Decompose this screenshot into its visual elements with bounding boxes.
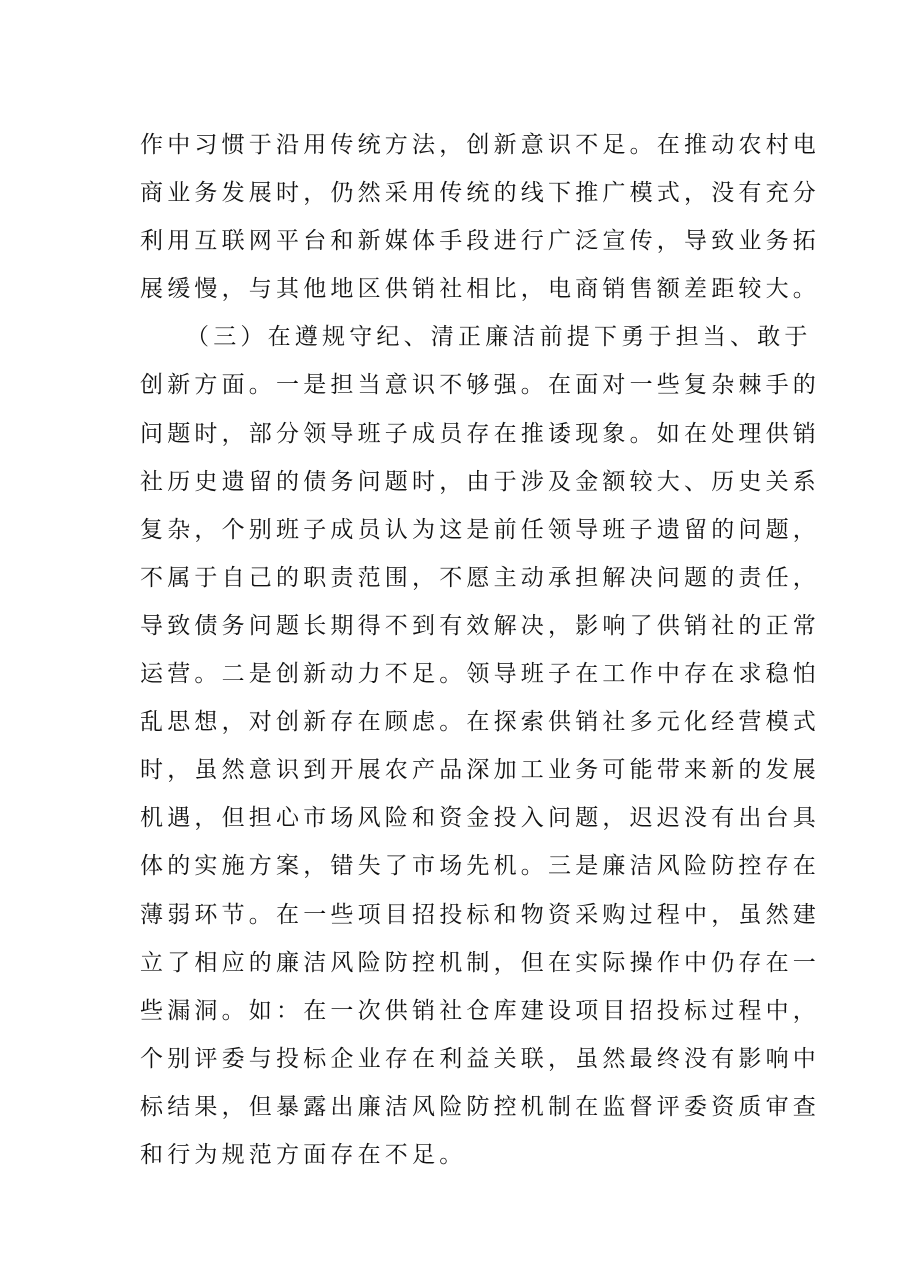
text-line-8: 社历史遗留的债务问题时，由于涉及金额较大、历史关系 xyxy=(140,468,820,495)
section-heading-line: （三）在遵规守纪、清正廉洁前提下勇于担当、敢于 xyxy=(186,324,812,351)
text-line-14: 时，虽然意识到开展农产品深加工业务可能带来新的发展 xyxy=(140,757,820,784)
text-line-1: 作中习惯于沿用传统方法，创新意识不足。在推动农村电 xyxy=(140,132,820,158)
text-line-12: 运营。二是创新动力不足。领导班子在工作中存在求稳怕 xyxy=(140,661,820,688)
text-line-10: 不属于自己的职责范围，不愿主动承担解决问题的责任， xyxy=(140,564,820,591)
text-line-2: 商业务发展时，仍然采用传统的线下推广模式，没有充分 xyxy=(140,180,820,207)
text-line-15: 机遇，但担心市场风险和资金投入问题，迟迟没有出台具 xyxy=(140,805,820,832)
text-line-7: 问题时，部分领导班子成员存在推诿现象。如在处理供销 xyxy=(140,420,820,447)
text-line-9: 复杂，个别班子成员认为这是前任领导班子遗留的问题， xyxy=(140,516,820,543)
text-line-6: 创新方面。一是担当意识不够强。在面对一些复杂棘手的 xyxy=(140,372,820,399)
text-line-18: 立了相应的廉洁风险防控机制，但在实际操作中仍存在一 xyxy=(140,949,820,976)
body-text xyxy=(140,121,820,1179)
text-line-3: 利用互联网平台和新媒体手段进行广泛宣传，导致业务拓 xyxy=(140,228,820,255)
text-line-13: 乱思想，对创新存在顾虑。在探索供销社多元化经营模式 xyxy=(140,709,820,736)
text-line-19: 些漏洞。如：在一次供销社仓库建设项目招投标过程中， xyxy=(140,997,820,1024)
text-line-22: 和行为规范方面存在不足。 xyxy=(140,1141,467,1168)
text-line-16: 体的实施方案，错失了市场先机。三是廉洁风险防控存在 xyxy=(140,853,820,880)
text-line-11: 导致债务问题长期得不到有效解决，影响了供销社的正常 xyxy=(140,612,820,639)
text-line-20: 个别评委与投标企业存在利益关联，虽然最终没有影响中 xyxy=(140,1045,820,1072)
text-line-17: 薄弱环节。在一些项目招投标和物资采购过程中，虽然建 xyxy=(140,901,820,928)
text-line-21: 标结果，但暴露出廉洁风险防控机制在监督评委资质审查 xyxy=(140,1093,820,1120)
text-line-4: 展缓慢，与其他地区供销社相比，电商销售额差距较大。 xyxy=(140,276,820,303)
